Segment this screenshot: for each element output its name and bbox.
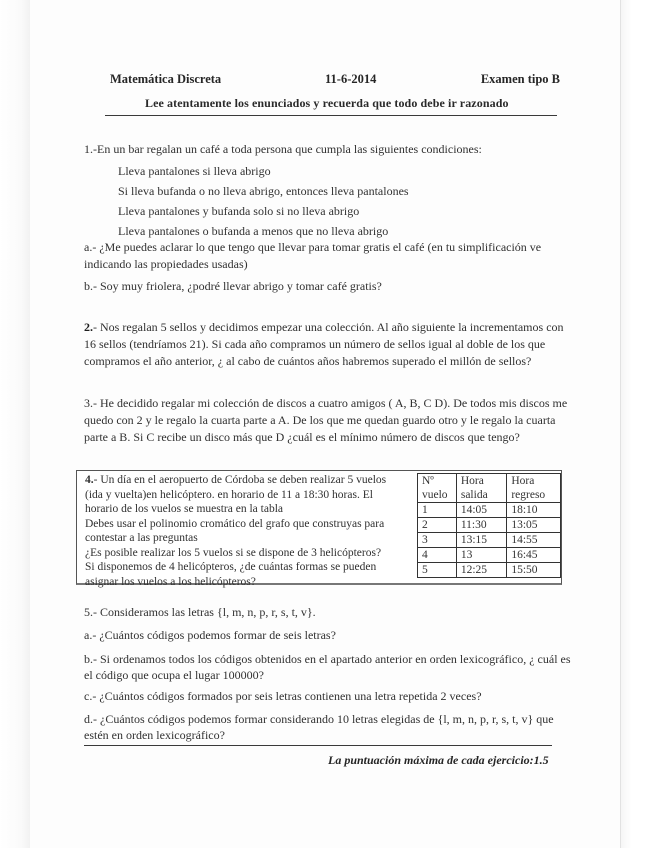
exam-date: 11-6-2014 (325, 72, 377, 86)
footer-divider (84, 745, 552, 746)
table-row: 2 11:30 13:05 (418, 518, 561, 533)
flight-schedule-table (417, 473, 561, 578)
q4-number: 4. (85, 474, 94, 486)
q1-condition-2: Si lleva bufanda o no lleva abrigo, entonces lleva pantalones (118, 184, 409, 198)
q2-number: 2. (84, 320, 93, 334)
q4-line-2: (ida y vuelta)en helicóptero. en horario de 11 a 18:30 horas. El (85, 488, 373, 501)
q3-line2: quedo con 2 y le regalo la cuarta parte a A. De los que me quedan guardo otro y le regalo la cuarta (84, 413, 556, 427)
q5-part-b-line1: b.- Si ordenamos todos los códigos obtenidos en el apartado anterior en orden lexicográfico, ¿ cuál es (84, 652, 571, 666)
scan-edge-left (0, 0, 30, 848)
q5-part-b-line2: el código que ocupa el lugar 100000? (84, 668, 264, 682)
q1-part-a-line1: a.- ¿Me puedes aclarar lo que tengo que llevar para tomar gratis el café (en tu simplificación ve (84, 240, 542, 254)
q1-condition-3: Lleva pantalones y bufanda solo si no lleva abrigo (118, 204, 360, 218)
header-flight-number: Nº vuelo (418, 474, 457, 503)
q4-line-8: asignar los vuelos a los helicópteros? (85, 575, 256, 588)
q1-part-b: b.- Soy muy friolera, ¿podré llevar abrigo y tomar café gratis? (84, 279, 382, 293)
header-divider (105, 115, 557, 116)
table-row: 5 12:25 15:50 (418, 563, 561, 578)
table-row: 1 14:05 18:10 (418, 503, 561, 518)
header-departure: Hora salida (456, 474, 507, 503)
q1-part-a-line2: indicando las propiedades usadas) (84, 257, 248, 271)
instructions: Lee atentamente los enunciados y recuerda que todo debe ir razonado (145, 96, 509, 110)
q4-line-6: ¿Es posible realizar los 5 vuelos si se dispone de 3 helicópteros? (85, 546, 382, 559)
scan-edge-right (620, 0, 655, 848)
q4-box (76, 470, 562, 588)
header-return: Hora regreso (507, 474, 561, 503)
q4-line-3: horario de los vuelos se muestra en la tabla (85, 503, 283, 515)
table-header-row (418, 474, 561, 503)
q4-line-1: 4.- Un día en el aeropuerto de Córdoba se deben realizar 5 vuelos (85, 474, 387, 486)
subject-title: Matemática Discreta (110, 72, 222, 86)
q2-line1: 2.- Nos regalan 5 sellos y decidimos empezar una colección. Al año siguiente la incrementamos con (84, 320, 564, 334)
exam-type: Examen tipo B (480, 72, 560, 86)
q3-line1: 3.- He decidido regalar mi colección de discos a cuatro amigos ( A, B, C D). De todos mis discos me (84, 396, 568, 410)
q1-condition-4: Lleva pantalones o bufanda a menos que no lleva abrigo (118, 224, 389, 238)
q3-line3: parte a B. Si C recibe un disco más que D ¿cuál es el mínimo número de discos que tengo? (84, 430, 520, 444)
table-row: 4 13 16:45 (418, 548, 561, 563)
q1-condition-1: Lleva pantalones si lleva abrigo (118, 164, 271, 178)
q5-intro: 5.- Consideramos las letras {l, m, n, p, r, s, t, v}. (84, 605, 316, 619)
q1-intro: 1.-En un bar regalan un café a toda persona que cumpla las siguientes condiciones: (84, 142, 482, 156)
q4-text (85, 473, 420, 589)
q4-line-5: contestar a las preguntas (85, 532, 198, 544)
q5-part-a: a.- ¿Cuántos códigos podemos formar de seis letras? (84, 628, 336, 642)
q5-part-c: c.- ¿Cuántos códigos formados por seis letras contienen una letra repetida 2 veces? (84, 689, 482, 703)
q2-line3: compramos el año anterior, ¿ al cabo de cuántos años habremos superado el millón de sellos? (84, 354, 532, 368)
q2-line2: 16 sellos (tendríamos 21). Si cada año compramos un número de sellos igual al doble de los que (84, 337, 546, 351)
table-row: 3 13:15 14:55 (418, 533, 561, 548)
q5-part-d-line1: d.- ¿Cuántos códigos podemos formar considerando 10 letras elegidas de {l, m, n, p, r, s, t, v} que (84, 712, 554, 726)
q5-part-d-line2: estén en orden lexicográfico? (84, 728, 225, 742)
max-score-note: La puntuación máxima de cada ejercicio:1.5 (328, 753, 549, 767)
q4-line-4: Debes usar el polinomio cromático del grafo que construyas para (85, 517, 385, 530)
q4-line-7: Si disponemos de 4 helicópteros, ¿de cuántas formas se pueden (85, 561, 377, 573)
